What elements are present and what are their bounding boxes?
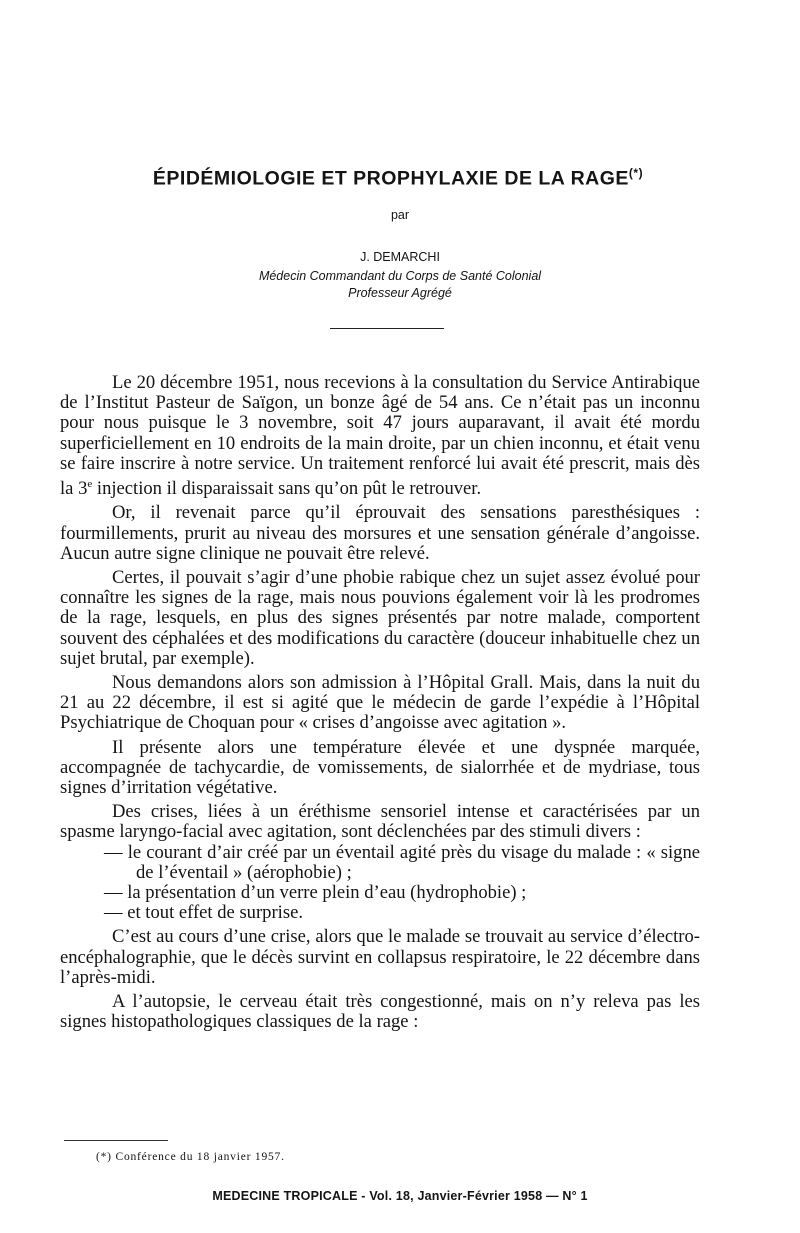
list-item: — la présentation d’un verre plein d’eau (hydrophobie) ;: [104, 882, 527, 904]
byline-par: par: [390, 208, 410, 222]
paragraph-2: Or, il revenait parce qu’il éprouvait des sensations paresthésiques : fourmillements, prurit au niveau des morsures et une sensation générale d’angoisse. Aucun autre signe clinique ne pouvait être relevé.: [60, 502, 700, 564]
footnote-separator-rule: [64, 1140, 168, 1141]
paragraph-1-text: Le 20 décembre 1951, nous recevions à la consultation du Service Antirabique de l’Institut Pasteur de Saïgon, un bonze âgé de 54 ans. Ce n’était pas un inconnu pour nous puisque le 3 novembre, soit 47 jours auparavant, il avait été mordu superficiellement en 10 endroits de la main droite, par un chien inconnu, et était venu se faire inscrire à notre service. Un traitement renforcé lui avait été prescrit, mais dès la: [60, 372, 700, 500]
footnote: (*) Conférence du 18 janvier 1957.: [96, 1151, 285, 1163]
paragraph-5: Il présente alors une température élevée et une dyspnée marquée, accompagnée de tachycardie, de vomissements, de sialorrhée et de mydriase, tous signes d’irritation végétative.: [60, 736, 700, 799]
paragraph-6: Des crises, liées à un éréthisme sensoriel intense et caractérisées par un spasme laryngo-facial avec agitation, sont déclenchées par des stimuli divers :: [60, 801, 700, 843]
paragraph-4: Nous demandons alors son admission à l’Hôpital Grall. Mais, dans la nuit du 21 au 22 décembre, il est si agité que le médecin de garde l’expédie à l’Hôpital Psychiatrique de Choquan pour « crises d’angoisse avec agitation ».: [60, 672, 700, 734]
stimuli-list: [60, 843, 700, 924]
ordinal-number: 3: [78, 478, 88, 500]
paragraph-3: Certes, il pouvait s’agir d’une phobie rabique chez un sujet assez évolué pour connaître les signes de la rage, mais nous pouvions également voir là les prodromes de la rage, lesquels, en plus des signes présentés par notre malade, comportent souvent des céphalées et des modifications du caractère (douceur inhabituelle chez un sujet brutal, par exemple).: [60, 567, 700, 669]
article-body: [60, 373, 700, 1036]
title-footnote-marker: (*): [628, 166, 644, 180]
list-item: — le courant d’air créé par un éventail agité près du visage du malade : « signe de l’éventail » (aérophobie) ;: [104, 841, 700, 883]
paragraph-1: [60, 373, 700, 499]
article-title-text: ÉPIDÉMIOLOGIE ET PROPHYLAXIE DE LA RAGE: [152, 167, 629, 190]
journal-running-footer: MEDECINE TROPICALE - Vol. 18, Janvier-Février 1958 — N° 1: [212, 1189, 588, 1203]
author-name: J. DEMARCHI: [360, 250, 440, 264]
author-affiliation-1: Médecin Commandant du Corps de Santé Colonial: [258, 269, 542, 283]
paragraph-7: C’est au cours d’une crise, alors que le malade se trouvait au service d’électro-encéphalographie, que le décès survint en collapsus respiratoire, le 22 décembre dans l’après-midi.: [60, 926, 700, 988]
paragraph-8: A l’autopsie, le cerveau était très congestionné, mais on n’y releva pas les signes histopathologiques classiques de la rage :: [60, 991, 700, 1033]
ordinal-suffix: e: [87, 478, 93, 491]
paragraph-1-end: injection il disparaissait sans qu’on pût le retrouver.: [96, 478, 482, 500]
author-affiliation-2: Professeur Agrégé: [348, 286, 452, 300]
title-separator-rule: [330, 328, 444, 329]
article-title: [78, 160, 718, 192]
list-item: — et tout effet de surprise.: [104, 902, 303, 924]
